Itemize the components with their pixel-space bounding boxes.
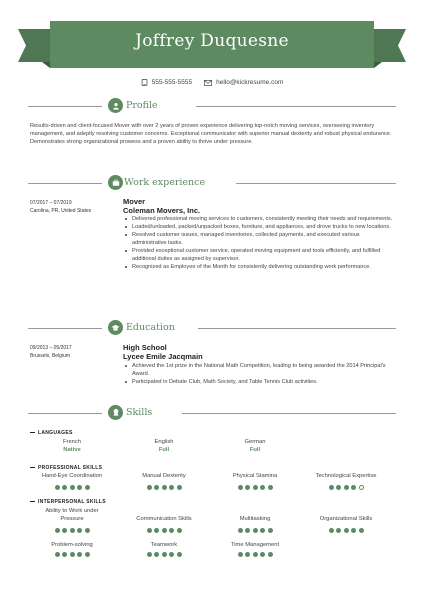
filled-dot bbox=[253, 485, 258, 490]
list-item: Provided exceptional customer service, operated moving equipment and tools efficiently, and fulfilled additional duties as assigned by supervisor. bbox=[123, 247, 395, 263]
filled-dot bbox=[70, 552, 75, 557]
filled-dot bbox=[85, 485, 90, 490]
phone-number: 555-555-5555 bbox=[151, 79, 193, 86]
list-item: Participated in Debate Club, Math Society, and Table Tennis Club activities. bbox=[123, 378, 395, 386]
interpersonal-skills-label: INTERPERSONAL SKILLS bbox=[30, 499, 106, 505]
job-title: Mover bbox=[123, 197, 146, 206]
filled-dot bbox=[55, 485, 60, 490]
contact-info bbox=[0, 79, 424, 86]
filled-dot bbox=[169, 485, 174, 490]
profile-section-header bbox=[28, 98, 396, 114]
skill-name: Physical Stamina bbox=[232, 473, 278, 479]
list-item: Recognized as Employee of the Month for consistently delivering outstanding work performance. bbox=[123, 263, 395, 271]
filled-dot bbox=[169, 552, 174, 557]
skill-name: Problem-solving bbox=[51, 542, 93, 548]
filled-dot bbox=[55, 528, 60, 533]
filled-dot bbox=[245, 485, 250, 490]
skill-name: Manual Dexterity bbox=[142, 473, 186, 479]
degree-title: High School bbox=[123, 343, 167, 352]
skill-rating bbox=[27, 528, 117, 533]
education-dates: 09/2013 – 05/2017 bbox=[30, 345, 72, 351]
filled-dot bbox=[77, 485, 82, 490]
skills-heading: Skills bbox=[126, 407, 153, 418]
phone-contact bbox=[141, 79, 192, 86]
filled-dot bbox=[77, 528, 82, 533]
skills-section-header bbox=[28, 405, 396, 421]
filled-dot bbox=[147, 552, 152, 557]
filled-dot bbox=[260, 485, 265, 490]
profile-heading: Profile bbox=[126, 100, 158, 111]
filled-dot bbox=[245, 552, 250, 557]
filled-dot bbox=[268, 528, 273, 533]
filled-dot bbox=[238, 528, 243, 533]
filled-dot bbox=[238, 552, 243, 557]
skill-name: Multitasking bbox=[239, 516, 271, 522]
skill-name: Communication Skills bbox=[136, 516, 192, 522]
filled-dot bbox=[253, 528, 258, 533]
ribbon-icon bbox=[108, 405, 123, 420]
list-item: Delivered professional moving services to customers, consistently meeting their needs and requirements. bbox=[123, 215, 395, 223]
filled-dot bbox=[154, 528, 159, 533]
filled-dot bbox=[359, 528, 364, 533]
filled-dot bbox=[329, 485, 334, 490]
person-icon bbox=[108, 98, 123, 113]
skill-name: Time Management bbox=[230, 542, 280, 548]
school-name: Lycee Emile Jacqmain bbox=[123, 352, 203, 361]
filled-dot bbox=[55, 552, 60, 557]
skill-rating bbox=[119, 552, 209, 557]
skill-rating bbox=[210, 485, 300, 490]
empty-dot bbox=[359, 485, 364, 490]
list-item: Resolved customer issues, managed inventories, collected payments, and executed various administrative tasks. bbox=[123, 231, 395, 247]
name-banner bbox=[0, 0, 424, 80]
envelope-icon bbox=[204, 80, 212, 86]
filled-dot bbox=[162, 485, 167, 490]
filled-dot bbox=[62, 552, 67, 557]
education-section-header bbox=[28, 320, 396, 336]
email-contact bbox=[204, 79, 283, 86]
skill-rating bbox=[210, 528, 300, 533]
filled-dot bbox=[268, 485, 273, 490]
filled-dot bbox=[154, 552, 159, 557]
skill-name: Organizational Skills bbox=[319, 516, 373, 522]
filled-dot bbox=[147, 485, 152, 490]
filled-dot bbox=[62, 485, 67, 490]
filled-dot bbox=[351, 485, 356, 490]
language-name: English bbox=[154, 439, 174, 445]
job-location: Carolina, PR, United States bbox=[30, 208, 92, 214]
skill-name: Hand-Eye Coordination bbox=[41, 473, 103, 479]
professional-skills-label: PROFESSIONAL SKILLS bbox=[30, 465, 102, 471]
filled-dot bbox=[77, 552, 82, 557]
experience-heading: Work experience bbox=[124, 177, 206, 188]
skill-rating bbox=[301, 485, 391, 490]
skill-rating bbox=[119, 528, 209, 533]
language-name: French bbox=[62, 439, 82, 445]
filled-dot bbox=[344, 485, 349, 490]
skill-rating bbox=[119, 485, 209, 490]
filled-dot bbox=[329, 528, 334, 533]
filled-dot bbox=[147, 528, 152, 533]
phone-icon bbox=[141, 79, 148, 86]
education-bullets bbox=[123, 362, 395, 386]
skill-name: Ability to Work under Pressure bbox=[45, 508, 99, 522]
language-english bbox=[119, 438, 209, 454]
language-level: Native bbox=[63, 447, 81, 453]
filled-dot bbox=[344, 528, 349, 533]
filled-dot bbox=[245, 528, 250, 533]
filled-dot bbox=[336, 528, 341, 533]
profile-summary: Results-driven and client-focused Mover with over 2 years of proven experience delivering top-notch moving services, overseeing inventory management, and adeptly resolving customer concerns. Exceptional communicator with superior manual dexterity and robust physical endurance. Demonstrates strong organizational prowess and a proven ability to thrive under pressure. bbox=[30, 123, 392, 145]
filled-dot bbox=[85, 528, 90, 533]
education-location: Brussels, Belgium bbox=[30, 353, 71, 359]
language-level: Full bbox=[158, 447, 170, 453]
list-item: Achieved the 1st prize in the National Math Competition, leading to being awarded the 2014 Principal's Award. bbox=[123, 362, 395, 378]
candidate-name: Joffrey Duquesne bbox=[135, 31, 289, 51]
filled-dot bbox=[70, 485, 75, 490]
filled-dot bbox=[62, 528, 67, 533]
language-french bbox=[27, 438, 117, 454]
filled-dot bbox=[177, 552, 182, 557]
job-bullets bbox=[123, 215, 395, 271]
filled-dot bbox=[336, 485, 341, 490]
graduation-cap-icon bbox=[108, 320, 123, 335]
filled-dot bbox=[268, 552, 273, 557]
skill-rating bbox=[301, 528, 391, 533]
email-address: hello@kickresume.com bbox=[216, 79, 284, 86]
language-level: Full bbox=[249, 447, 261, 453]
skill-rating bbox=[27, 552, 117, 557]
filled-dot bbox=[177, 485, 182, 490]
filled-dot bbox=[177, 528, 182, 533]
filled-dot bbox=[260, 528, 265, 533]
education-heading: Education bbox=[126, 322, 175, 333]
filled-dot bbox=[70, 528, 75, 533]
job-dates: 07/2017 – 07/2019 bbox=[30, 200, 72, 206]
filled-dot bbox=[260, 552, 265, 557]
filled-dot bbox=[169, 528, 174, 533]
experience-section-header bbox=[28, 175, 396, 191]
briefcase-icon bbox=[108, 175, 123, 190]
skill-name: Teamwork bbox=[150, 542, 178, 548]
filled-dot bbox=[154, 485, 159, 490]
filled-dot bbox=[238, 485, 243, 490]
language-name: German bbox=[244, 439, 266, 445]
skill-name: Technological Expertise bbox=[315, 473, 377, 479]
filled-dot bbox=[162, 528, 167, 533]
list-item: Loaded/unloaded, packed/unpacked boxes, furniture, and appliances, and drove trucks to new locations. bbox=[123, 223, 395, 231]
filled-dot bbox=[162, 552, 167, 557]
languages-label: LANGUAGES bbox=[30, 430, 73, 436]
filled-dot bbox=[253, 552, 258, 557]
job-employer: Coleman Movers, Inc. bbox=[123, 206, 201, 215]
filled-dot bbox=[85, 552, 90, 557]
skill-rating bbox=[27, 485, 117, 490]
skill-rating bbox=[210, 552, 300, 557]
filled-dot bbox=[351, 528, 356, 533]
language-german bbox=[210, 438, 300, 454]
